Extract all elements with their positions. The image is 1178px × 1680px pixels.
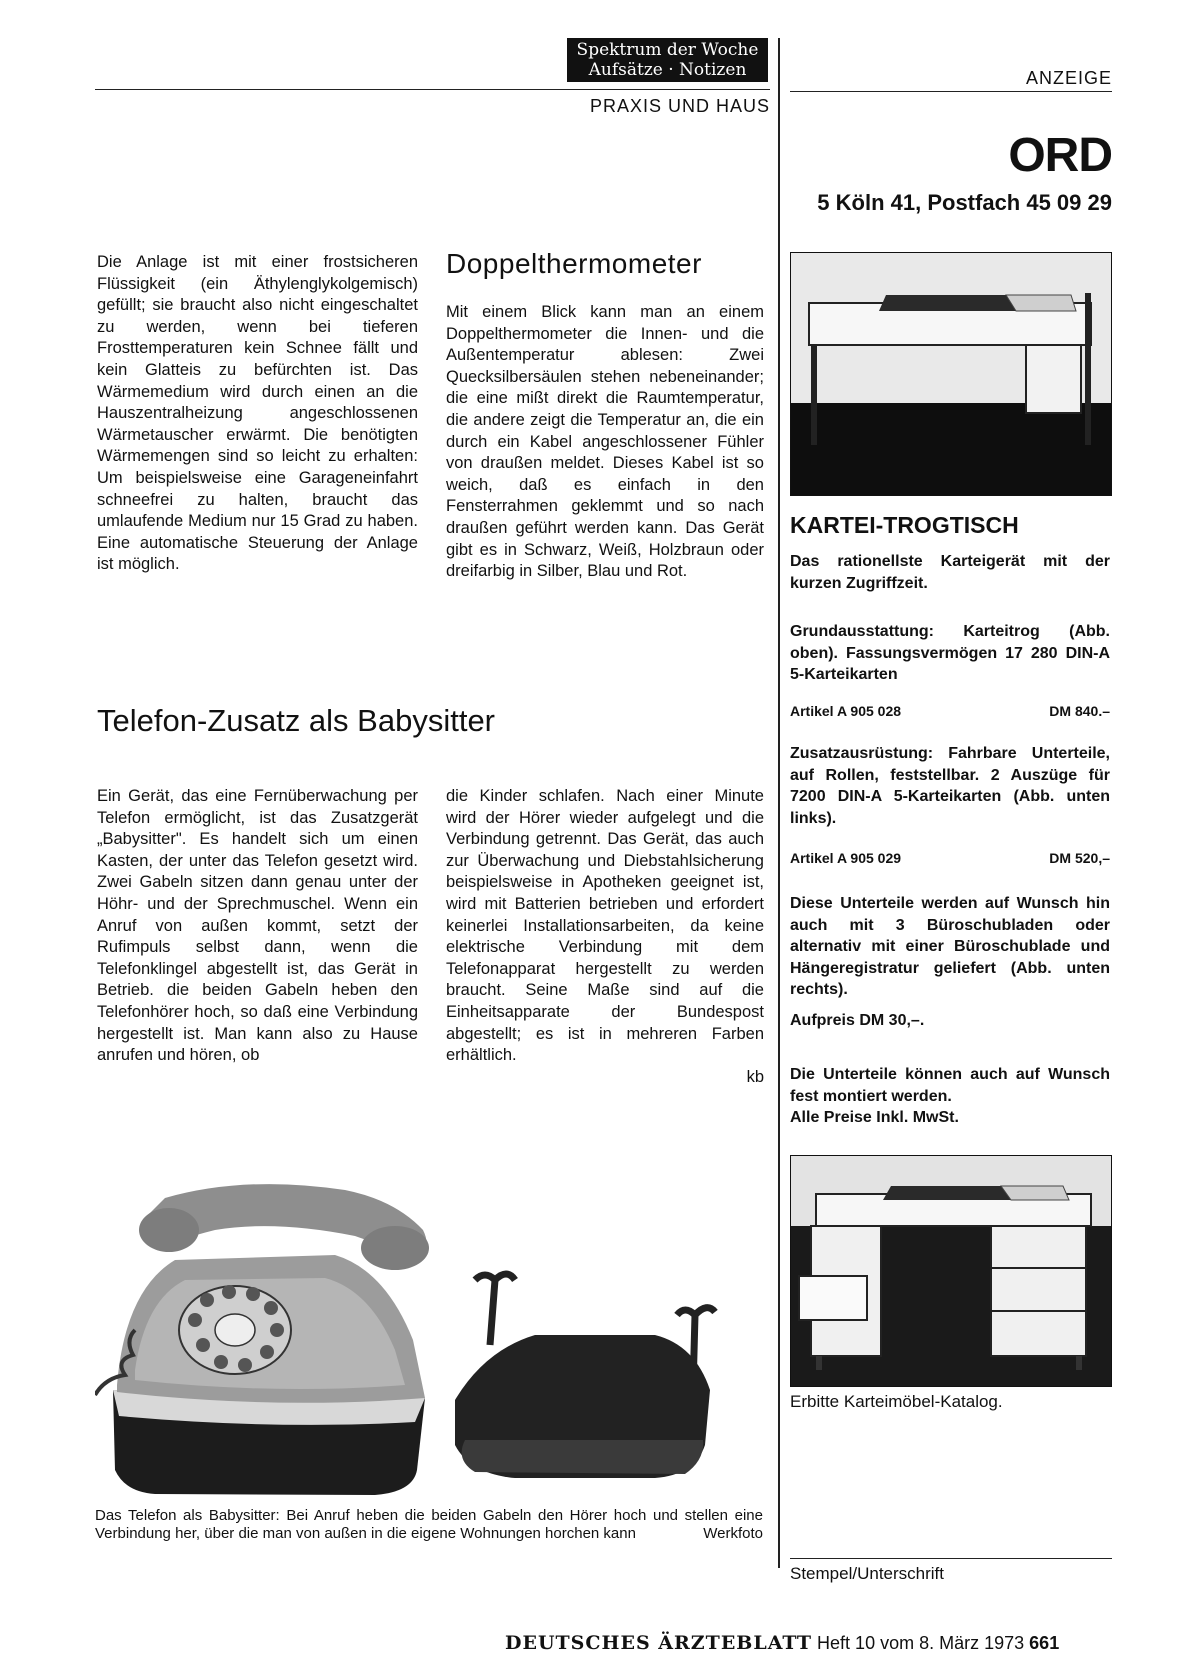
- ad-item-2: [790, 850, 1110, 866]
- ad-item-1-code: Artikel A 905 028: [790, 703, 902, 719]
- ad-rule: [790, 91, 1112, 92]
- ad-item-1: [790, 703, 1110, 719]
- telephone-illustration: [95, 1140, 765, 1505]
- ad-item-2-code: Artikel A 905 029: [790, 850, 902, 866]
- masthead: DEUTSCHES ÄRZTEBLATT: [505, 1632, 813, 1654]
- ad-address: 5 Köln 41, Postfach 45 09 29: [817, 190, 1112, 215]
- desk-photo-top: [790, 252, 1112, 496]
- signature-line: [790, 1558, 1112, 1559]
- ad-item-2-price: DM 520,–: [1049, 850, 1110, 866]
- issue-info: Heft 10 vom 8. März 1973: [817, 1633, 1025, 1653]
- desk-illustration-bottom: [791, 1156, 1111, 1386]
- article-doppelthermometer-text: Mit einem Blick kann man an einem Doppelthermometer die Innen- und die Außentemperatur ablesen: Zwei Quecksilbersäulen stehen nebeneinander; die eine mißt direkt die Raumtemperatur, die andere zeigt die Temperatur an, die ein durch ein Kabel angeschlossener Fühler von draußen meldet. Dieses Kabel ist so weich, daß es einfach in den Fensterrahmen geklemmt und so nach draußen geführt werden kann. Das Gerät gibt es in Schwarz, Weiß, Holzbraun oder dreifarbig in Silber, Blau und Rot.: [446, 303, 764, 581]
- catalog-request: Erbitte Karteimöbel-Katalog.: [790, 1392, 1003, 1411]
- ad-item-1-price: DM 840.–: [1049, 703, 1110, 719]
- column-divider: [778, 38, 780, 1568]
- badge-line-2: Aufsätze · Notizen: [588, 60, 747, 80]
- ad-label: ANZEIGE: [1025, 68, 1112, 88]
- article-frost-text: Die Anlage ist mit einer frostsicheren Flüssigkeit (ein Äthylenglykolgemisch) gefüllt; sie braucht also nicht eingeschaltet zu werden, wenn bei tieferen Frosttemperaturen kein Schnee fällt und kein Glatteis zu befürchten ist. Das Wärmemedium wird durch einen an die Hauszentralheizung angeschlossenen Wärmetauscher erwärmt. Die benötigten Wärmemengen sind so leicht zu erhalten: Um beispielsweise eine Garageneinfahrt schneefrei zu halten, braucht das umlaufende Medium nur 15 Grad zu haben. Eine automatische Steuerung der Anlage ist möglich.: [97, 253, 418, 574]
- desk-illustration-top: [791, 253, 1111, 495]
- article-title-doppelthermometer: Doppelthermometer: [446, 248, 702, 279]
- ad-product-title: KARTEI-TROGTISCH: [790, 512, 1019, 538]
- ad-extra: Zusatzausrüstung: Fahrbare Unterteile, auf Rollen, feststellbar. 2 Auszüge für 7200 DIN-A 5-Karteikarten (Abb. unten links).: [790, 745, 1110, 827]
- section-label: PRAXIS UND HAUS: [589, 96, 770, 116]
- photo-caption: Das Telefon als Babysitter: Bei Anruf heben die beiden Gabeln den Hörer hoch und stellen eine Verbindung her, über die man von außen in die eigene Wohnungen horchen kann Werkfoto: [95, 1507, 763, 1542]
- section-badge: [567, 38, 768, 82]
- stamp-signature-label: Stempel/Unterschrift: [790, 1564, 944, 1583]
- header-rule: [95, 89, 770, 90]
- photo-credit: Werkfoto: [703, 1525, 763, 1542]
- ad-tagline: Das rationellste Karteigerät mit der kurzen Zugriffzeit.: [790, 553, 1110, 592]
- ad-brand: ORD: [1008, 129, 1112, 182]
- ad-option: Diese Unterteile werden auf Wunsch hin auch mit 3 Büroschubladen oder alternativ mit einer Büroschublade und Hängeregistratur geliefert (Abb. unten rechts).: [790, 895, 1110, 998]
- telephone-photo: [95, 1140, 765, 1505]
- page-number: 661: [1029, 1633, 1060, 1653]
- article-babysitter-col2: die Kinder schlafen. Nach einer Minute wird der Hörer wieder aufgelegt und die Verbindung getrennt. Das Gerät, das auch zur Überwachung und Diebstahlsicherung beispielsweise in Apotheken geeignet ist, wird mit Batterien betrieben und erfordert keinerlei Installationsarbeiten, da keine elektrische Verbindung mit dem Telefonapparat hergestellt zu werden braucht. Seine Maße sind auf die Einheitsapparate der Bundespost abgestellt; es ist in mehreren Farben erhältlich. kb: [446, 786, 764, 1088]
- ad-fixed: Die Unterteile können auch auf Wunsch fest montiert werden. Alle Preise Inkl. MwSt.: [790, 1066, 1110, 1126]
- author-initials: kb: [746, 1067, 764, 1086]
- ad-basic: Grundausstattung: Karteitrog (Abb. oben). Fassungsvermögen 17 280 DIN-A 5-Karteikarten: [790, 623, 1110, 683]
- badge-line-1: Spektrum der Woche: [576, 40, 759, 60]
- page-footer: [505, 1632, 1059, 1654]
- desk-photo-bottom: [790, 1155, 1112, 1387]
- ad-surcharge: Aufpreis DM 30,–.: [790, 1012, 925, 1029]
- article-babysitter-col1: Ein Gerät, das eine Fernüberwachung per Telefon ermöglicht, ist das Zusatzgerät „Babysitter". Es handelt sich um einen Kasten, der unter das Telefon gesetzt wird. Zwei Gabeln sitzen dann genau unter der Höhr- und der Sprechmuschel. Wenn ein Anruf von außen kommt, setzt der Rufimpuls selbst dann, wenn die Telefonklingel abgestellt ist, das Gerät in Betrieb. die beiden Gabeln heben den Telefonhörer hoch, so daß eine Verbindung hergestellt ist. Man kann also zu Hause anrufen und hören, ob: [97, 787, 418, 1065]
- article-title-babysitter: Telefon-Zusatz als Babysitter: [97, 703, 496, 738]
